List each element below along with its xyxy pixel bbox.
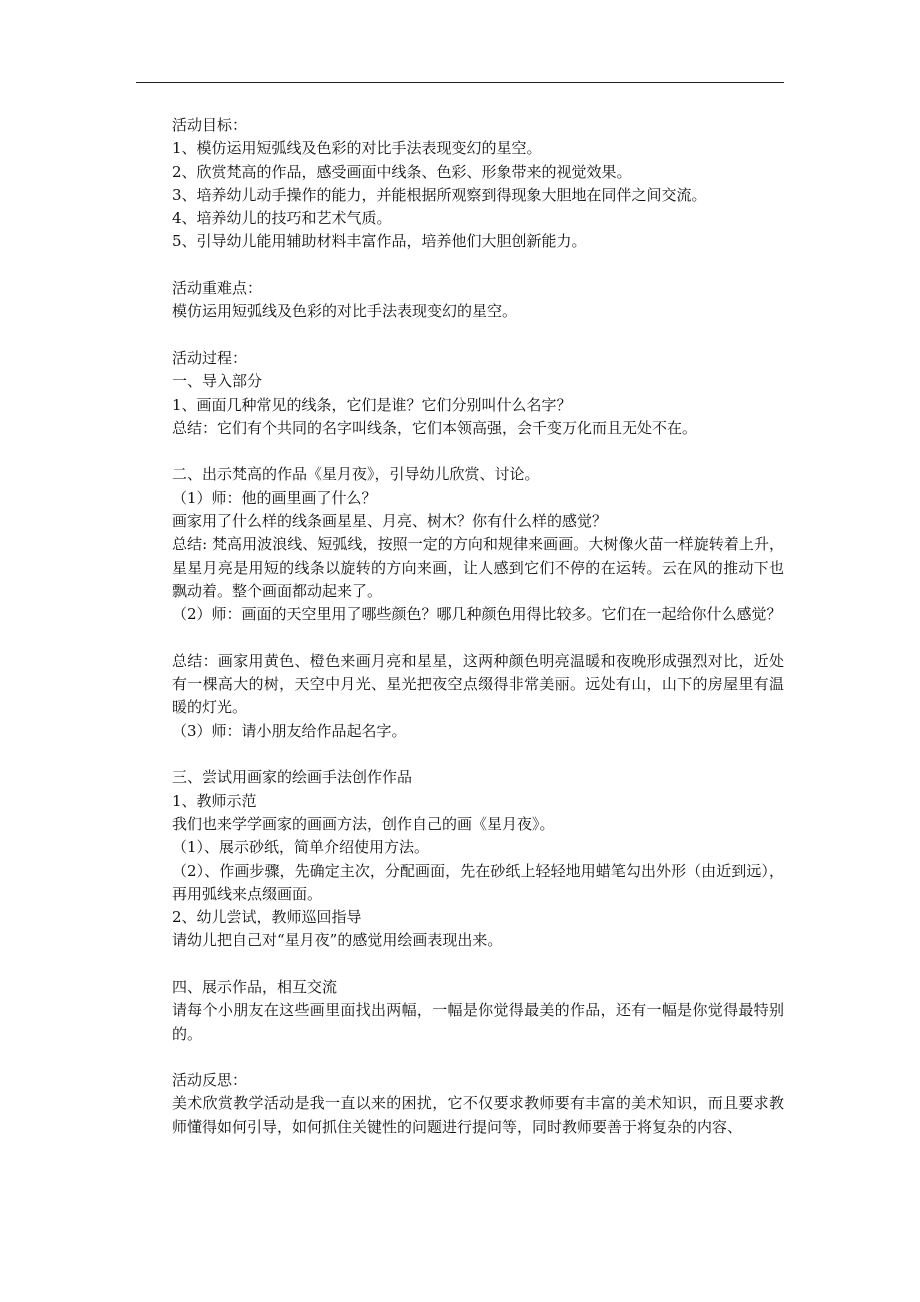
part4-text: 请每个小朋友在这些画里面找出两幅，一幅是你觉得最美的作品，还有一幅是你觉得最特别的。 — [172, 1001, 784, 1043]
part3-step-1b: （1）、展示砂纸，简单介绍使用方法。 — [172, 838, 430, 857]
goal-item-3: 3、培养幼儿动手操作的能力，并能根据所观察到得现象大胆地在同伴之间交流。 — [172, 185, 707, 204]
key-text: 模仿运用短弧线及色彩的对比手法表现变幻的星空。 — [172, 302, 518, 321]
part2-question-3: （3）师：请小朋友给作品起名字。 — [172, 721, 407, 740]
header-rule — [136, 82, 784, 83]
goal-item-1: 1、模仿运用短弧线及色彩的对比手法表现变幻的星空。 — [172, 139, 542, 158]
part1-title: 一、导入部分 — [172, 372, 263, 391]
part3-step-2: 2、幼儿尝试，教师巡回指导 — [172, 908, 362, 927]
goal-item-5: 5、引导幼儿能用辅助材料丰富作品，培养他们大胆创新能力。 — [172, 232, 587, 251]
document-body — [172, 114, 784, 1139]
part1-question: 1、画面几种常见的线条，它们是谁？它们分别叫什么名字？ — [172, 395, 572, 414]
key-heading: 活动重难点： — [172, 279, 263, 298]
goal-item-4: 4、培养幼儿的技巧和艺术气质。 — [172, 209, 392, 228]
part2-question-1: （1）师：他的画里画了什么？ — [172, 488, 377, 507]
goals-heading: 活动目标： — [172, 116, 248, 134]
part3-step-2a: 请幼儿把自己对“星月夜”的感觉用绘画表现出来。 — [172, 931, 503, 950]
part2-question-1b: 画家用了什么样的线条画星星、月亮、树木？你有什么样的感觉？ — [172, 512, 608, 531]
reflection-text: 美术欣赏教学活动是我一直以来的困扰，它不仅要求教师要有丰富的美术知识，而且要求教师懂得如何引导，如何抓住关键性的问题进行提问等，同时教师要善于将复杂的内容、 — [172, 1094, 784, 1136]
part3-step-1: 1、教师示范 — [172, 791, 257, 810]
part3-step-1c: （2）、作画步骤，先确定主次，分配画面，先在砂纸上轻轻地用蜡笔勾出外形（由近到远），再用弧线来点缀画面。 — [172, 861, 784, 903]
part2-summary-1: 总结: 梵高用波浪线、短弧线，按照一定的方向和规律来画画。大树像火苗一样旋转着上升，星星月亮是用短的线条以旋转的方向来画，让人感到它们不停的在运转。云在风的推动下也飘动着。整个画面都动起来了。 — [172, 535, 784, 600]
part2-summary-2: 总结：画家用黄色、橙色来画月亮和星星，这两种颜色明亮温暖和夜晚形成强烈对比，近处有一棵高大的树，天空中月光、星光把夜空点缀得非常美丽。远处有山，山下的房屋里有温暖的灯光。 — [172, 651, 784, 717]
part2-title: 二、出示梵高的作品《星月夜》，引导幼儿欣赏、讨论。 — [172, 465, 540, 484]
part3-title: 三、尝试用画家的绘画手法创作作品 — [172, 768, 413, 787]
part3-step-1a: 我们也来学学画家的画画方法，创作自己的画《星月夜》。 — [172, 814, 555, 833]
part1-summary: 总结：它们有个共同的名字叫线条，它们本领高强，会千变万化而且无处不在。 — [172, 418, 698, 437]
part2-question-2: （2）师：画面的天空里用了哪些颜色？哪几种颜色用得比较多。它们在一起给你什么感觉？ — [172, 605, 782, 624]
part4-title: 四、展示作品，相互交流 — [172, 977, 338, 996]
reflection-heading: 活动反思： — [172, 1071, 248, 1090]
process-heading: 活动过程： — [172, 348, 248, 367]
goal-item-2: 2、欣赏梵高的作品，感受画面中线条、色彩、形象带来的视觉效果。 — [172, 162, 632, 181]
